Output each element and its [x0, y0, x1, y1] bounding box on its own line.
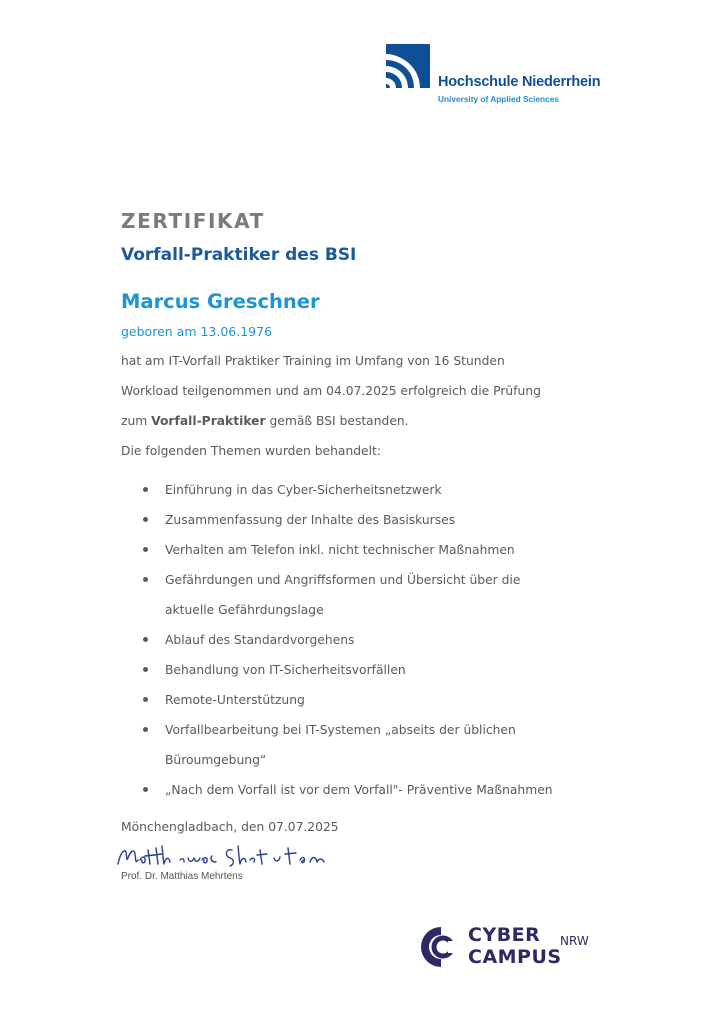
body-line-3-bold: Vorfall-Praktiker: [151, 414, 266, 428]
topic-text: Büroumgebung“: [165, 753, 267, 767]
bullet-icon: [143, 517, 148, 522]
recipient-name: Marcus Greschner: [121, 290, 320, 313]
birth-date: geboren am 13.06.1976: [121, 324, 273, 339]
topic-text: Zusammenfassung der Inhalte des Basiskurses: [165, 513, 456, 527]
topic-text: Verhalten am Telefon inkl. nicht technischer Maßnahmen: [165, 543, 515, 557]
body-line-3-post: gemäß BSI bestanden.: [265, 414, 409, 428]
topic-text: „Nach dem Vorfall ist vor dem Vorfall"- Präventive Maßnahmen: [165, 783, 553, 797]
place-date: Mönchengladbach, den 07.07.2025: [121, 820, 339, 834]
cyber-campus-logo: [408, 912, 598, 978]
bullet-icon: [143, 547, 148, 552]
cyber-campus-nrw: NRW: [560, 934, 589, 948]
topic-text: Remote-Unterstützung: [165, 693, 305, 707]
bullet-icon: [143, 577, 148, 582]
bullet-icon: [143, 697, 148, 702]
bullet-icon: [143, 727, 148, 732]
hochschule-logo: [386, 44, 616, 110]
topic-text: Behandlung von IT-Sicherheitsvorfällen: [165, 663, 406, 677]
body-line-3: [121, 414, 409, 428]
handwritten-signature: [114, 840, 329, 872]
bullet-icon: [143, 667, 148, 672]
certificate-subtitle: Vorfall-Praktiker des BSI: [121, 245, 357, 265]
bullet-icon: [143, 637, 148, 642]
bullet-icon: [143, 787, 148, 792]
certificate-heading: ZERTIFIKAT: [121, 209, 265, 233]
body-line-3-pre: zum: [121, 414, 152, 428]
topic-text: aktuelle Gefährdungslage: [165, 603, 324, 617]
topic-text: Gefährdungen und Angriffsformen und Übersicht über die: [165, 573, 521, 587]
institution-subtitle: University of Applied Sciences: [438, 94, 559, 104]
cyber-campus-line1: CYBER: [468, 924, 541, 946]
body-line-2: Workload teilgenommen und am 04.07.2025 erfolgreich die Prüfung: [121, 384, 541, 398]
body-line-4: Die folgenden Themen wurden behandelt:: [121, 444, 381, 458]
topic-text: Vorfallbearbeitung bei IT-Systemen „abseits der üblichen: [165, 723, 516, 737]
bullet-icon: [143, 487, 148, 492]
topic-text: Ablauf des Standardvorgehens: [165, 633, 355, 647]
topic-text: Einführung in das Cyber-Sicherheitsnetzwerk: [165, 483, 442, 497]
cyber-campus-line2: CAMPUS: [468, 946, 562, 968]
hochschule-logo-icon: [386, 44, 430, 88]
cyber-campus-icon: [418, 924, 464, 970]
institution-name: Hochschule Niederrhein: [438, 74, 601, 90]
signer-name: Prof. Dr. Matthias Mehrtens: [121, 871, 243, 882]
body-line-1: hat am IT-Vorfall Praktiker Training im Umfang von 16 Stunden: [121, 354, 505, 368]
